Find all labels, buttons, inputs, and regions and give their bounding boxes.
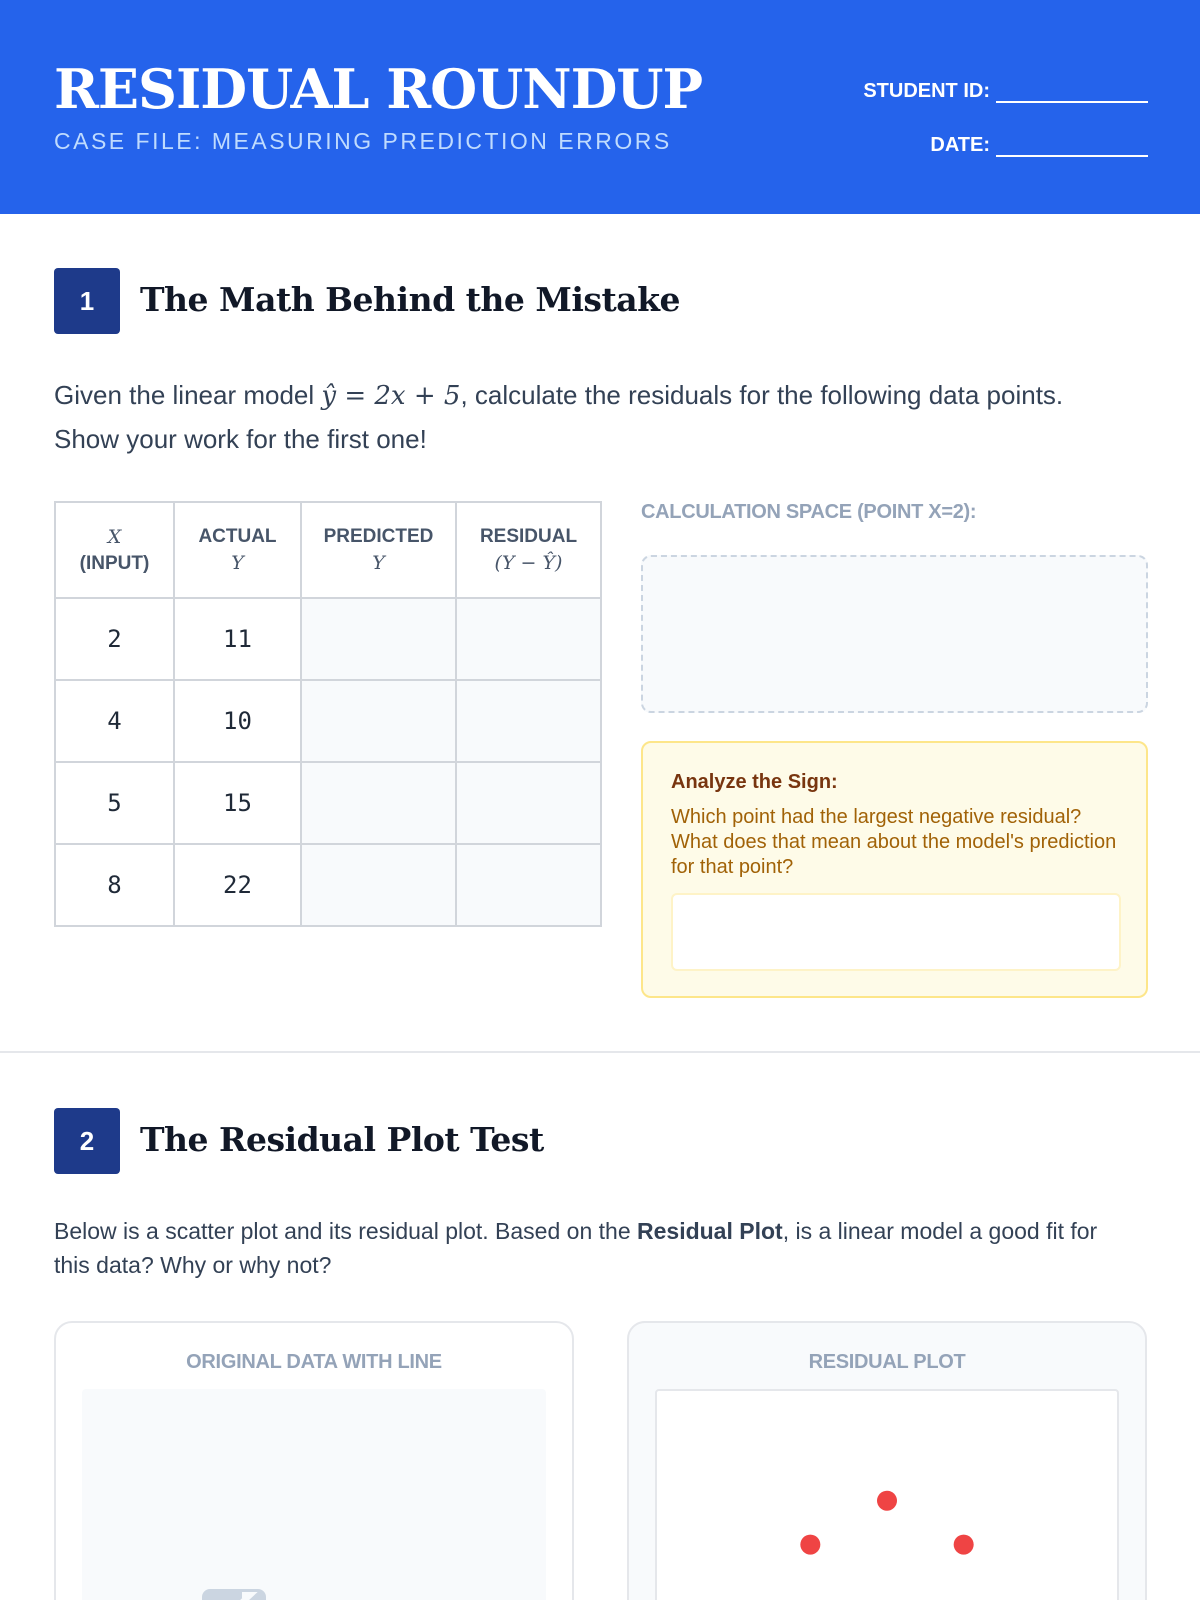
cell-predicted-blank[interactable]	[301, 762, 456, 844]
original-data-plot-title: ORIGINAL DATA WITH LINE	[186, 1351, 442, 1373]
cell-actual-y: 11	[174, 598, 301, 680]
residual-plot-chart	[657, 1391, 1117, 1600]
calculation-space-box[interactable]	[641, 555, 1148, 713]
analyze-sign-answer-box[interactable]	[671, 893, 1121, 971]
cell-predicted-blank[interactable]	[301, 844, 456, 926]
cell-predicted-blank[interactable]	[301, 680, 456, 762]
cell-predicted-blank[interactable]	[301, 598, 456, 680]
col-header-actual-symbol: Y	[231, 551, 244, 574]
cell-x: 2	[55, 598, 174, 680]
chart-icon	[202, 1589, 266, 1600]
col-header-x-label: (INPUT)	[79, 552, 150, 574]
section-divider	[0, 1051, 1200, 1053]
cell-residual-blank[interactable]	[456, 598, 601, 680]
section-2-title: The Residual Plot Test	[140, 1120, 544, 1159]
col-header-actual-label: ACTUAL	[198, 525, 277, 547]
col-header-residual-label: RESIDUAL	[479, 525, 578, 547]
section-2-badge: 2	[54, 1108, 120, 1174]
table-row	[55, 680, 601, 762]
col-header-predicted	[301, 502, 456, 598]
original-data-plot-area	[82, 1389, 546, 1600]
residual-point	[800, 1535, 820, 1555]
residual-plot-title: RESIDUAL PLOT	[808, 1351, 966, 1373]
cell-residual-blank[interactable]	[456, 762, 601, 844]
student-id-blank[interactable]	[996, 83, 1148, 103]
cell-residual-blank[interactable]	[456, 844, 601, 926]
student-id-field[interactable]	[863, 80, 1148, 103]
col-header-residual-symbol: (Y − Ŷ)	[494, 551, 563, 574]
table-header-row	[55, 502, 601, 598]
date-label: DATE:	[930, 134, 990, 156]
cell-residual-blank[interactable]	[456, 680, 601, 762]
cell-actual-y: 15	[174, 762, 301, 844]
col-header-predicted-label: PREDICTED	[323, 525, 434, 547]
residual-plot-area	[655, 1389, 1119, 1600]
cell-actual-y: 22	[174, 844, 301, 926]
chart-icon-shape	[202, 1589, 266, 1600]
section-2-instructions	[54, 1214, 1134, 1282]
residual-point	[877, 1491, 897, 1511]
calculation-space-label: CALCULATION SPACE (POINT X=2):	[641, 501, 977, 523]
cell-actual-y: 10	[174, 680, 301, 762]
table-row	[55, 598, 601, 680]
date-field[interactable]	[930, 134, 1148, 157]
col-header-x	[55, 502, 174, 598]
worksheet-title: RESIDUAL ROUNDUP	[54, 57, 703, 121]
col-header-actual	[174, 502, 301, 598]
cell-x: 8	[55, 844, 174, 926]
analyze-sign-title: Analyze the Sign:	[671, 771, 838, 793]
instruction-text-end: , calculate the residuals for the following data points. Show your work for the first one!	[54, 380, 1064, 454]
analyze-sign-card	[641, 741, 1148, 998]
residual-plot-card	[627, 1321, 1147, 1600]
original-data-chart	[82, 1389, 546, 1600]
instruction-text: Given the linear model	[54, 380, 322, 410]
col-header-x-symbol: X	[107, 525, 122, 548]
section-1-badge: 1	[54, 268, 120, 334]
worksheet-header	[0, 0, 1200, 214]
worksheet-subtitle: CASE FILE: MEASURING PREDICTION ERRORS	[54, 128, 672, 154]
date-blank[interactable]	[996, 137, 1148, 157]
original-data-plot-card	[54, 1321, 574, 1600]
cell-x: 5	[55, 762, 174, 844]
table-row	[55, 844, 601, 926]
cell-x: 4	[55, 680, 174, 762]
residual-point	[954, 1535, 974, 1555]
instruction-text: Below is a scatter plot and its residual plot. Based on the	[54, 1218, 637, 1244]
table-row	[55, 762, 601, 844]
instruction-bold: Residual Plot	[637, 1218, 783, 1244]
residual-table	[54, 501, 602, 927]
col-header-residual	[456, 502, 601, 598]
col-header-predicted-symbol: Y	[372, 551, 385, 574]
instruction-text-end: , is a linear model a good fit for this data? Why or why not?	[54, 1218, 1098, 1278]
analyze-sign-question: Which point had the largest negative residual? What does that mean about the model's prediction for that point?	[671, 806, 1117, 878]
model-equation: ŷ = 2x + 5	[321, 381, 461, 411]
student-id-label: STUDENT ID:	[863, 80, 990, 102]
section-1-instructions	[54, 374, 1134, 461]
section-1-title: The Math Behind the Mistake	[140, 280, 680, 319]
